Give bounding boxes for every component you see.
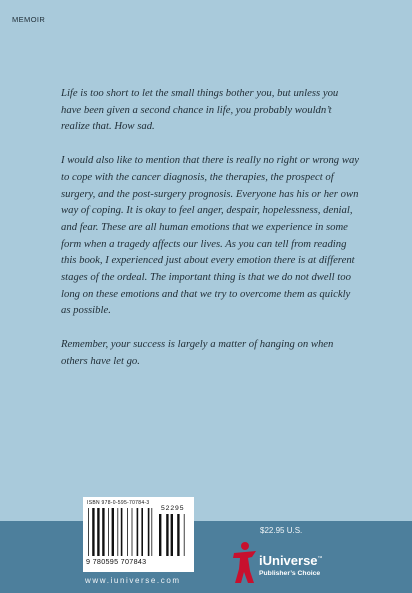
barcode-addon-bars — [159, 514, 190, 556]
price-code: 52295 — [161, 505, 185, 512]
isbn-text: ISBN 978-0-595-70784-3 — [87, 500, 150, 506]
publisher-logo — [230, 541, 330, 587]
bottom-band — [0, 521, 412, 593]
category-label: MEMOIR — [12, 15, 46, 24]
cover-text — [61, 85, 361, 387]
paragraph-3: Remember, your success is largely a matter of hanging on when others have let go. — [61, 338, 334, 367]
publisher-figure-icon — [230, 541, 260, 585]
website-url: www.iuniverse.com — [85, 576, 181, 585]
paragraph-1: Life is too short to let the small things bother you, but unless you have been given a second chance in life, you probably wouldn’t realize that. How sad. — [61, 87, 339, 133]
price: $22.95 U.S. — [260, 526, 303, 535]
barcode — [83, 497, 194, 572]
paragraph-2: I would also like to mention that there is really no right or wrong way to cope with the cancer diagnosis, the therapies, the prospect of surgery, and the post-surgery prognosis. Everyone has his or her own way of coping. It is okay to feel anger, despair, hopelessness, denial, and fear. These are all human emotions that we experience in some form when a tragedy affects our lives. As you can tell from reading this book, I experienced just about every emotion there is at different stages of the ordeal. The important thing is that we do not dwell too long on these emotions and that we try to overcome them as quickly as possible. — [61, 154, 360, 317]
barcode-bars — [88, 508, 158, 556]
publisher-name: iUniverse™ — [259, 553, 323, 568]
publisher-tagline: Publisher’s Choice — [259, 570, 321, 577]
barcode-digits: 9 780595 707843 — [86, 557, 147, 566]
